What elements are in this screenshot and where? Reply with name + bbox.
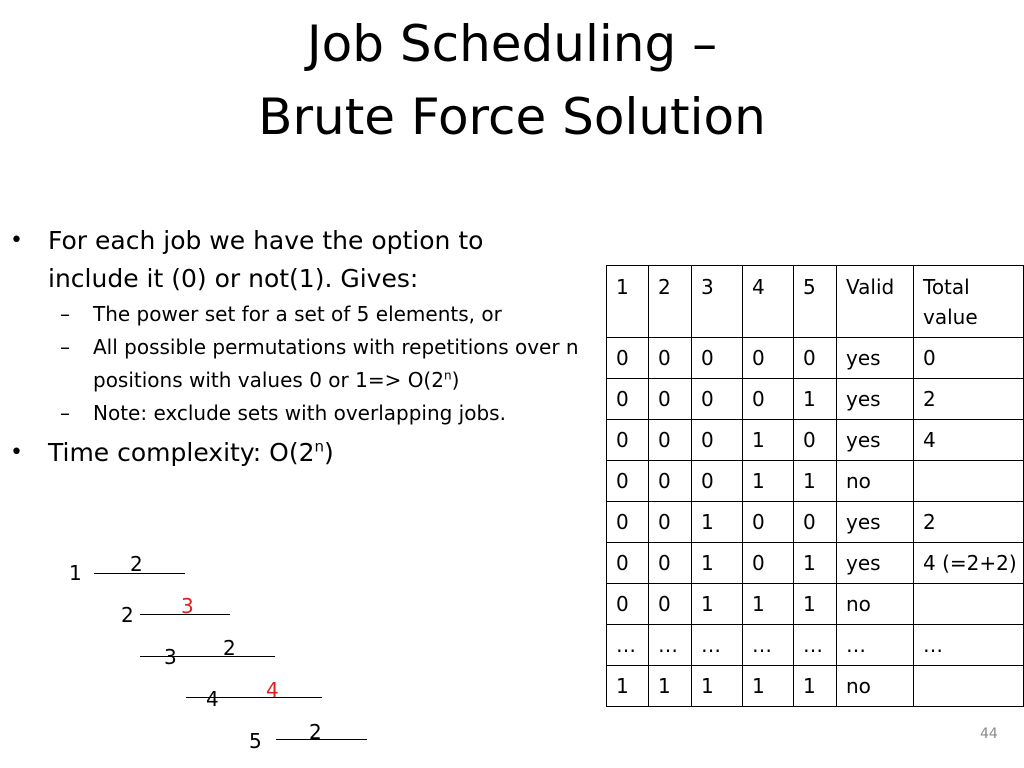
- job-number: 1: [69, 561, 82, 585]
- bullet-time-complexity: [10, 434, 580, 472]
- sub-bullet-permutations: [10, 331, 580, 397]
- exponent: n: [314, 437, 325, 456]
- job-value: 2: [223, 636, 236, 660]
- table-cell: …: [837, 625, 914, 666]
- table-cell: 0: [607, 584, 649, 625]
- table-cell: 0: [649, 461, 692, 502]
- table-cell: 1: [743, 461, 794, 502]
- table-cell: 1: [692, 666, 743, 707]
- table-cell: 2: [914, 502, 1024, 543]
- table-cell: no: [837, 666, 914, 707]
- table-cell: 2: [914, 379, 1024, 420]
- table-cell: 0: [649, 379, 692, 420]
- table-header-row: [607, 266, 1024, 338]
- table-cell: 1: [743, 420, 794, 461]
- page-number: 44: [980, 726, 998, 742]
- closing-paren: ): [324, 438, 334, 467]
- sub-bullet-permutations-text: All possible permutations with repetitions over n positions with values 0 or 1=> O(2: [93, 335, 579, 392]
- table-cell: 0: [607, 461, 649, 502]
- header-cell: 5: [794, 266, 837, 338]
- table-cell: 0: [743, 543, 794, 584]
- table-cell: 1: [794, 379, 837, 420]
- header-cell: 1: [607, 266, 649, 338]
- table-cell: 1: [794, 584, 837, 625]
- table-cell: …: [794, 625, 837, 666]
- table-row: [607, 502, 1024, 543]
- table-cell: 1: [794, 461, 837, 502]
- header-cell: 3: [692, 266, 743, 338]
- table-cell: 0: [692, 420, 743, 461]
- table-cell: yes: [837, 502, 914, 543]
- table-row: [607, 420, 1024, 461]
- table-cell: [914, 461, 1024, 502]
- job-value: 4: [266, 678, 279, 702]
- table-cell: 0: [607, 543, 649, 584]
- closing-paren: ): [451, 368, 460, 392]
- table-cell: 0: [649, 420, 692, 461]
- table-cell: 0: [607, 379, 649, 420]
- header-cell: Total value: [914, 266, 1024, 338]
- table-cell: 1: [794, 543, 837, 584]
- bullet-options-text: For each job we have the option to include it (0) or not(1). Gives:: [48, 226, 484, 293]
- job-interval-line: [140, 656, 275, 657]
- table-cell: 0: [794, 338, 837, 379]
- table-cell: 1: [692, 584, 743, 625]
- table-cell: 1: [794, 666, 837, 707]
- dash-icon: –: [60, 302, 70, 326]
- table-cell: 0: [607, 338, 649, 379]
- header-cell: 4: [743, 266, 794, 338]
- exponent: n: [443, 368, 452, 383]
- dash-icon: –: [60, 401, 70, 425]
- job-number: 3: [164, 645, 177, 669]
- table-cell: …: [649, 625, 692, 666]
- table-cell: 0: [649, 543, 692, 584]
- table-cell: 1: [743, 584, 794, 625]
- job-value: 3: [181, 594, 194, 618]
- table-cell: 1: [692, 502, 743, 543]
- bullet-options: [10, 222, 580, 298]
- table-cell: 0: [649, 584, 692, 625]
- table-cell: yes: [837, 420, 914, 461]
- table-cell: 4 (=2+2): [914, 543, 1024, 584]
- table-row: [607, 625, 1024, 666]
- bullet-time-complexity-text: Time complexity: O(2: [48, 438, 315, 467]
- table-cell: 0: [607, 502, 649, 543]
- job-number: 2: [121, 603, 134, 627]
- table-cell: 0: [743, 379, 794, 420]
- table-cell: [914, 584, 1024, 625]
- job-value: 2: [309, 720, 322, 744]
- brute-force-table: [606, 265, 1024, 707]
- table-cell: 0: [914, 338, 1024, 379]
- dash-icon: –: [60, 335, 70, 359]
- table-cell: 0: [607, 420, 649, 461]
- table-cell: 0: [743, 338, 794, 379]
- job-interval-diagram: [0, 540, 400, 760]
- table-cell: …: [607, 625, 649, 666]
- slide-title: [0, 8, 1024, 154]
- table-cell: no: [837, 461, 914, 502]
- table-cell: 1: [692, 543, 743, 584]
- table-cell: 0: [794, 502, 837, 543]
- header-cell: 2: [649, 266, 692, 338]
- table-cell: 0: [649, 502, 692, 543]
- table-row: [607, 461, 1024, 502]
- header-cell: Valid: [837, 266, 914, 338]
- table-row: [607, 584, 1024, 625]
- table-row: [607, 379, 1024, 420]
- title-line-1: Job Scheduling –: [306, 15, 718, 73]
- table-cell: 0: [692, 461, 743, 502]
- table-cell: 0: [692, 338, 743, 379]
- table-cell: 1: [649, 666, 692, 707]
- bullet-dot-icon: •: [10, 228, 23, 253]
- sub-bullet-power-set: [10, 298, 580, 331]
- sub-bullet-note-text: Note: exclude sets with overlapping jobs.: [93, 401, 506, 425]
- table-cell: …: [743, 625, 794, 666]
- table-cell: yes: [837, 379, 914, 420]
- table-cell: yes: [837, 543, 914, 584]
- job-value: 2: [130, 552, 143, 576]
- title-line-2: Brute Force Solution: [258, 88, 766, 146]
- table-cell: …: [914, 625, 1024, 666]
- table-cell: 0: [649, 338, 692, 379]
- table-cell: …: [692, 625, 743, 666]
- sub-bullet-power-set-text: The power set for a set of 5 elements, or: [93, 302, 502, 326]
- table-cell: 4: [914, 420, 1024, 461]
- table-cell: [914, 666, 1024, 707]
- job-interval-line: [186, 697, 322, 698]
- table-cell: 0: [692, 379, 743, 420]
- table-row: [607, 338, 1024, 379]
- job-number: 4: [206, 687, 219, 711]
- sub-bullet-note: [10, 397, 580, 430]
- table-cell: 1: [607, 666, 649, 707]
- table-row: [607, 666, 1024, 707]
- bullet-dot-icon: •: [10, 440, 23, 465]
- table-cell: yes: [837, 338, 914, 379]
- table-row: [607, 543, 1024, 584]
- table-cell: 0: [794, 420, 837, 461]
- table-cell: 0: [743, 502, 794, 543]
- job-number: 5: [249, 729, 262, 753]
- table-cell: 1: [743, 666, 794, 707]
- table-cell: no: [837, 584, 914, 625]
- bullet-list: [10, 222, 580, 472]
